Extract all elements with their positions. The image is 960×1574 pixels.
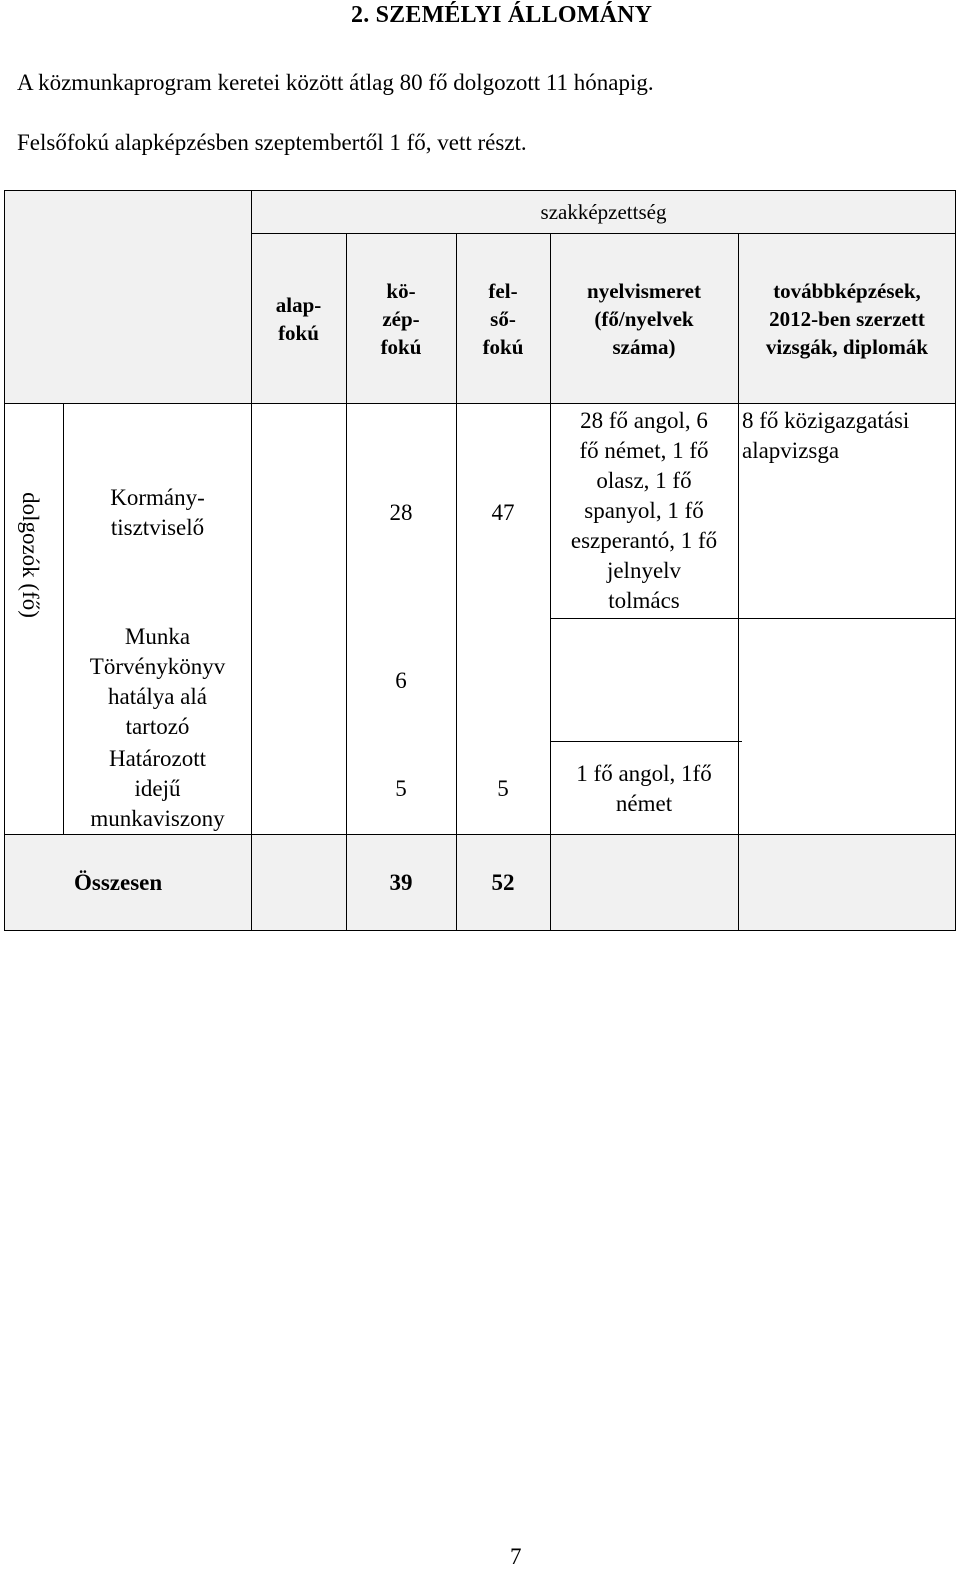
col-header-kozepfoku bbox=[346, 234, 456, 404]
col-header-nyelvismeret-line: nyelvismeret bbox=[587, 279, 701, 303]
grid-line bbox=[550, 741, 742, 742]
row-label-line: Törvénykönyv bbox=[89, 654, 226, 679]
paragraph-higher-education: Felsőfokú alapképzésben szeptembertől 1 fő, vett részt. bbox=[17, 130, 527, 155]
grid-line bbox=[456, 234, 457, 931]
row-group-label-text: dolgozók (fő) bbox=[18, 491, 44, 618]
col-header-tovabbkepzes-line: 2012-ben szerzett bbox=[769, 307, 925, 331]
grid-line bbox=[251, 190, 252, 931]
grid-line bbox=[4, 834, 956, 835]
col-header-kozepfoku-line: zép- bbox=[382, 307, 420, 331]
row-label-line: Kormány- bbox=[110, 484, 205, 510]
cell-nyelvismeret bbox=[550, 406, 738, 619]
total-kozepfoku: 39 bbox=[389, 870, 413, 895]
row-label-hatarozott-ideju bbox=[64, 742, 251, 835]
col-header-nyelvismeret bbox=[550, 234, 738, 404]
cell-tovabbkepzes bbox=[742, 406, 956, 619]
col-header-kozepfoku-line: fokú bbox=[380, 335, 422, 359]
page-number: 7 bbox=[510, 1544, 522, 1569]
row-label-munka-torvenykonyv bbox=[64, 620, 251, 742]
row-label-line: tisztviselő bbox=[110, 514, 205, 540]
row-group-label bbox=[0, 490, 60, 619]
cell-kozepfoku: 5 bbox=[395, 775, 407, 801]
row-label-line: Munka bbox=[124, 624, 191, 649]
grid-line bbox=[738, 234, 739, 931]
cell-nyelvismeret-line: olasz, 1 fő bbox=[596, 468, 692, 493]
cell-nyelvismeret-line: jelnyelv bbox=[606, 558, 682, 583]
grid-line bbox=[550, 234, 551, 931]
row-label-line: tartozó bbox=[125, 714, 190, 739]
col-header-nyelvismeret-line: száma) bbox=[612, 335, 676, 359]
grid-line bbox=[251, 233, 956, 234]
col-header-alapfoku-line: fokú bbox=[278, 321, 319, 345]
col-header-tovabbkepzes-line: vizsgák, diplomák bbox=[765, 335, 929, 359]
paragraph-public-work: A közmunkaprogram keretei között átlag 80 fő dolgozott 11 hónapig. bbox=[17, 70, 654, 95]
cell-nyelvismeret-line: eszperantó, 1 fő bbox=[570, 528, 718, 553]
grid-line bbox=[346, 234, 347, 931]
cell-nyelvismeret-line: fő német, 1 fő bbox=[579, 438, 709, 463]
col-header-tovabbkepzes bbox=[738, 234, 956, 404]
row-label-line: idejű bbox=[134, 775, 181, 801]
col-header-alapfoku bbox=[251, 234, 346, 404]
cell-tovabbkepzes-line: 8 fő közigazgatási bbox=[742, 408, 910, 433]
col-header-nyelvismeret-line: (fő/nyelvek bbox=[594, 307, 694, 331]
col-header-alapfoku-line: alap- bbox=[275, 293, 322, 317]
cell-nyelvismeret-line: spanyol, 1 fő bbox=[584, 498, 704, 523]
section-title: 2. SZEMÉLYI ÁLLOMÁNY bbox=[351, 2, 653, 28]
col-header-kozepfoku-line: kö- bbox=[386, 279, 416, 303]
grid-line bbox=[955, 190, 956, 931]
cell-felsofoku: 5 bbox=[497, 775, 509, 801]
group-header-szakkepzettseg: szakképzettség bbox=[540, 200, 667, 224]
cell-nyelvismeret-line: 28 fő angol, 6 bbox=[580, 408, 708, 433]
row-label-kormanytisztviselo bbox=[64, 406, 251, 619]
col-header-felsofoku-line: ső- bbox=[490, 307, 516, 331]
col-header-felsofoku bbox=[456, 234, 550, 404]
col-header-felsofoku-line: fel- bbox=[488, 279, 518, 303]
grid-line bbox=[63, 404, 64, 835]
grid-line bbox=[4, 190, 5, 931]
cell-tovabbkepzes-line: alapvizsga bbox=[742, 438, 840, 463]
row-label-line: hatálya alá bbox=[108, 684, 207, 709]
grid-line bbox=[4, 190, 956, 191]
cell-nyelvismeret-line: 1 fő angol, 1fő bbox=[576, 760, 712, 786]
cell-kozepfoku: 28 bbox=[389, 499, 413, 525]
row-label-line: munkaviszony bbox=[90, 805, 225, 831]
grid-line bbox=[4, 403, 956, 404]
grid-line bbox=[550, 618, 956, 619]
cell-felsofoku: 47 bbox=[491, 499, 515, 525]
col-header-felsofoku-line: fokú bbox=[482, 335, 524, 359]
cell-nyelvismeret-line: tolmács bbox=[608, 588, 680, 613]
cell-nyelvismeret bbox=[550, 742, 738, 835]
total-label: Összesen bbox=[74, 870, 163, 895]
row-label-line: Határozott bbox=[108, 745, 207, 771]
col-header-tovabbkepzes-line: továbbképzések, bbox=[773, 279, 921, 303]
staff-table bbox=[4, 190, 956, 931]
total-felsofoku: 52 bbox=[491, 870, 515, 895]
cell-nyelvismeret-line: német bbox=[615, 790, 673, 816]
cell-kozepfoku: 6 bbox=[395, 668, 407, 693]
grid-line bbox=[4, 930, 956, 931]
